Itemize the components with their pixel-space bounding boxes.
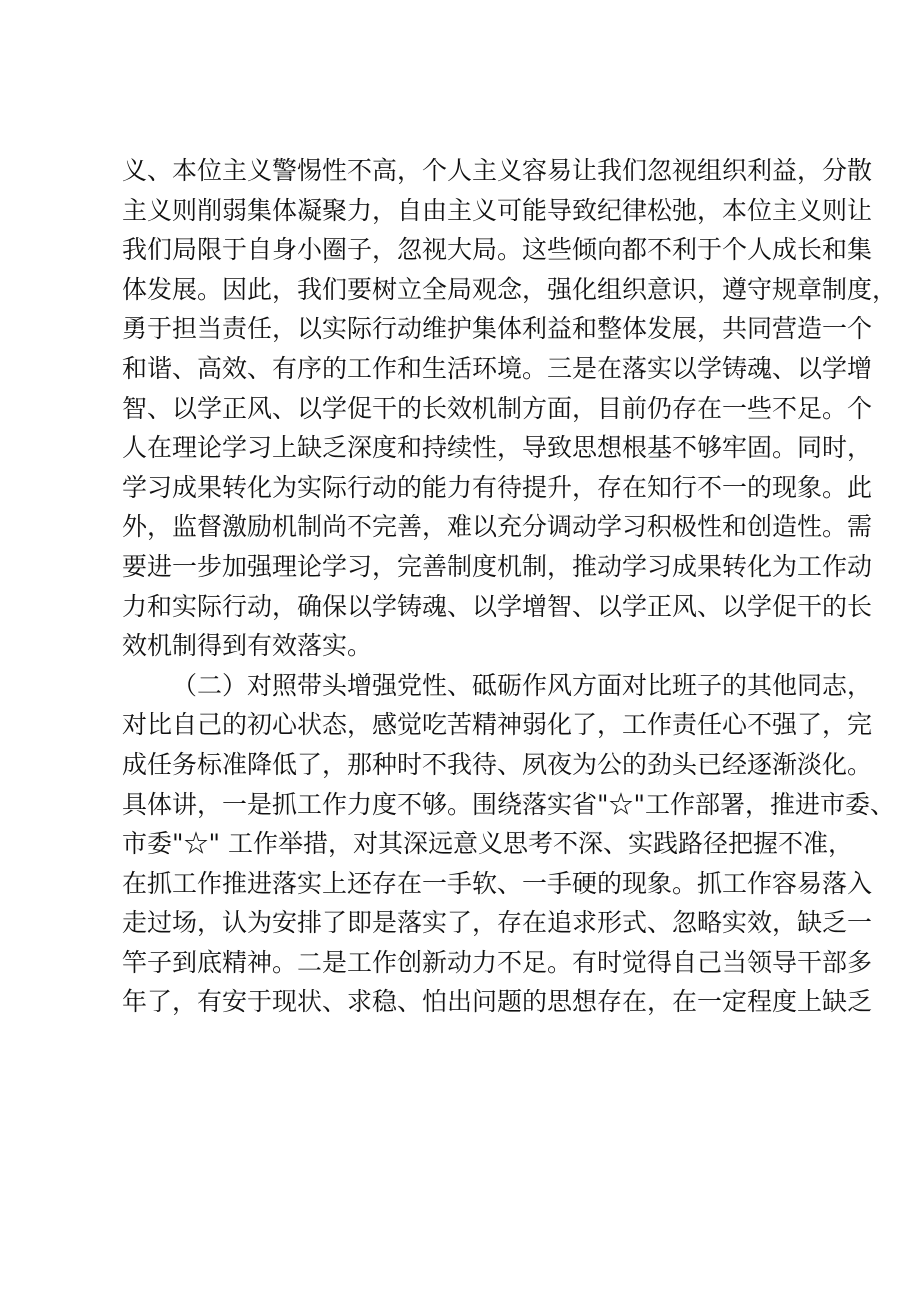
text-line: 成任务标准降低了，那种时不我待、夙夜为公的劲头已经逐渐淡化。 (122, 749, 873, 779)
text-line: 义、本位主义警惕性不高，个人主义容易让我们忽视组织利益，分散 (122, 156, 873, 185)
text-line: 效机制得到有效落实。 (122, 631, 373, 661)
text-line: 对比自己的初心状态，感觉吃苦精神弱化了，工作责任心不强了，完 (122, 710, 873, 740)
text-line: 智、以学正风、以学促干的长效机制方面，目前仍存在一些不足。个 (122, 393, 873, 423)
text-line: 走过场，认为安排了即是落实了，存在追求形式、忽略实效，缺乏一 (122, 908, 873, 938)
text-line: 在抓工作推进落实上还存在一手软、一手硬的现象。抓工作容易落入 (122, 868, 873, 898)
text-line: 人在理论学习上缺乏深度和持续性，导致思想根基不够牢固。同时， (122, 433, 873, 463)
text-line: 力和实际行动，确保以学铸魂、以学增智、以学正风、以学促干的长 (122, 591, 873, 621)
section-heading-line: （二）对照带头增强党性、砥砺作风方面对比班子的其他同志， (172, 670, 873, 700)
text-line: 体发展。因此，我们要树立全局观念，强化组织意识，遵守规章制度， (122, 274, 898, 304)
text-line: 竿子到底精神。二是工作创新动力不足。有时觉得自己当领导干部多 (122, 947, 873, 977)
text-line: 要进一步加强理论学习，完善制度机制，推动学习成果转化为工作动 (122, 551, 873, 581)
body-text (122, 151, 898, 1022)
text-line: 勇于担当责任，以实际行动维护集体利益和整体发展，共同营造一个 (122, 314, 873, 344)
text-line: 和谐、高效、有序的工作和生活环境。三是在落实以学铸魂、以学增 (122, 353, 873, 383)
text-line: 主义则削弱集体凝聚力，自由主义可能导致纪律松弛，本位主义则让 (122, 195, 873, 225)
text-line: 年了，有安于现状、求稳、怕出问题的思想存在，在一定程度上缺乏 (122, 987, 873, 1017)
text-line: 我们局限于自身小圈子，忽视大局。这些倾向都不利于个人成长和集 (122, 235, 873, 265)
text-line: 学习成果转化为实际行动的能力有待提升，存在知行不一的现象。此 (122, 472, 873, 502)
text-line: 具体讲，一是抓工作力度不够。围绕落实省"☆"工作部署，推进市委、 (122, 789, 896, 819)
text-line: 外，监督激励机制尚不完善，难以充分调动学习积极性和创造性。需 (122, 512, 873, 542)
text-line: 市委"☆" 工作举措，对其深远意义思考不深、实践路径把握不准， (122, 829, 853, 859)
